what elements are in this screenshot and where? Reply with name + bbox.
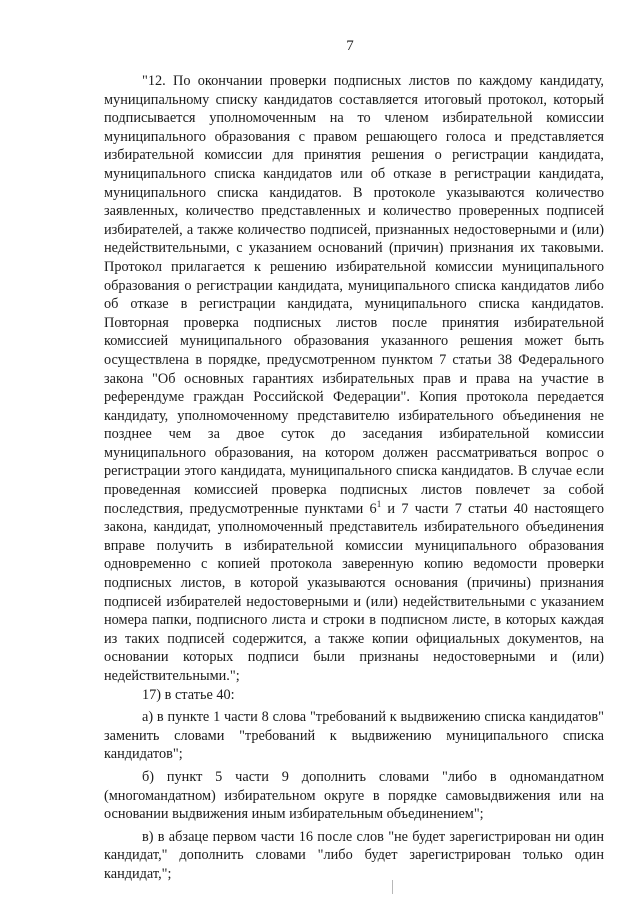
paragraph-text-part-2: и 7 части 7 статьи 40 настоящего закона, кандидат, уполномоченный представитель избирательного объединения вправе получить в избирательной комиссии муниципального образования одновременно с копией протокола заверенную копию ведомости проверки подписных листов, в которой указываются основания (причины) признания подписей избирателей недостоверными и (или) недействительными с указанием номера папки, подписного листа и строки в подписном листе, в которых каждая из таких подписей содержится, а также копии официальных документов, на основании которых подписи были признаны недостоверными и (или) недействительными."; xyxy=(104,500,604,684)
document-body xyxy=(104,72,604,884)
page-number: 7 xyxy=(346,38,354,54)
amendment-subitem-v: в) в абзаце первом части 16 после слов "не будет зарегистрирован ни один кандидат," дополнить словами "либо будет зарегистрирован только один кандидат,"; xyxy=(104,828,604,882)
article-paragraph-12 xyxy=(104,72,604,686)
footnote-superscript: 1 xyxy=(376,498,382,509)
amendment-subitem-b: б) пункт 5 части 9 дополнить словами "либо в одномандатном (многомандатном) избирательном округе в порядке самовыдвижения или на основании выдвижения иным избирательным объединением"; xyxy=(104,768,604,823)
scan-artifact-line xyxy=(392,880,393,894)
amendment-item-17: 17) в статье 40: xyxy=(142,686,235,703)
amendment-subitem-a: а) в пункте 1 части 8 слова "требований к выдвижению списка кандидатов" заменить словами "требований к выдвижению муниципального списка кандидатов"; xyxy=(104,709,604,763)
paragraph-text-part-1: "12. По окончании проверки подписных листов по каждому кандидату, муниципальному списку кандидатов составляется итоговый протокол, который подписывается уполномоченным на то членом избирательной комиссии муниципального образования с правом решающего голоса и представляется избирательной комиссии для принятия решения о регистрации кандидата, муниципального списка кандидатов или об отказе в регистрации кандидата, муниципального списка кандидатов. В протоколе указываются количество заявленных, количество представленных и количество проверенных подписей избирателей, а также количество подписей, признанных недостоверными и (или) недействительными, с указанием оснований (причин) признания их таковыми. Протокол прилагается к решению избирательной комиссии муниципального образования о регистрации кандидата, муниципального списка кандидатов либо об отказе в регистрации кандидата, муниципального списка кандидатов. Повторная проверка подписных листов после принятия избирательной комиссией муниципального образования указанного решения может быть осуществлена в порядке, предусмотренном пунктом 7 статьи 38 Федерального закона "Об основных гарантиях избирательных прав и права на участие в референдуме граждан Российской Федерации". Копия протокола передается кандидату, уполномоченному представителю избирательного объединения не позднее чем за двое суток до заседания избирательной комиссии муниципального образования, на котором должен рассматриваться вопрос о регистрации этого кандидата, муниципального списка кандидатов. В случае если проведенная комиссией проверка подписных листов повлечет за собой последствия, предусмотренные пунктами 6 xyxy=(104,73,604,517)
